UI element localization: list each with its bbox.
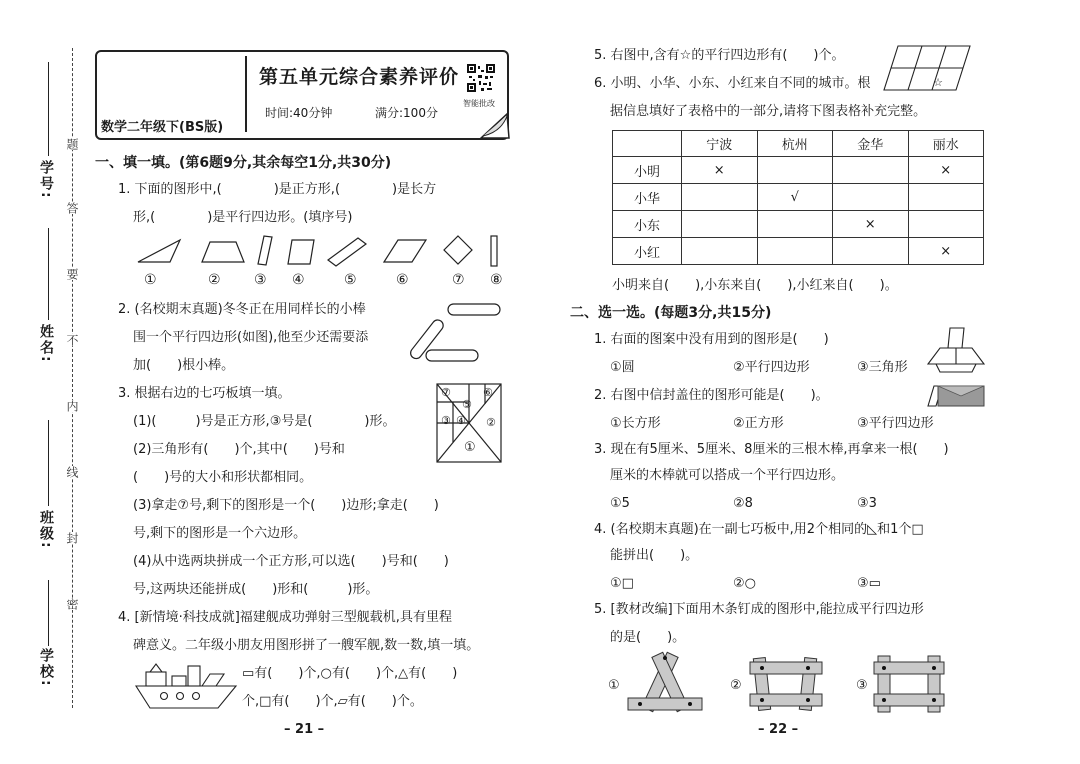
table-row [613, 211, 984, 238]
q2-text: 围一个平行四边形(如图),他至少还需要添 [133, 330, 369, 345]
tangram-label: ⑥ [483, 386, 493, 399]
class-label: 班级: [38, 510, 54, 550]
c2-option: ②正方形 [733, 416, 784, 431]
tangram-label: ① [464, 440, 476, 455]
c4-text: 4. (名校期末真题)在一副七巧板中,用2个相同的◺和1个□ [594, 522, 924, 537]
q3-text: 号,这两块还能拼成( )形和( )形。 [133, 582, 379, 597]
q3-text: (4)从中选两块拼成一个正方形,可以选( )号和( ) [133, 554, 449, 569]
table-cell: 小明 [613, 157, 682, 184]
table-cell [833, 157, 909, 184]
class-blank [48, 420, 49, 506]
stick [448, 304, 500, 315]
c3-option: ③3 [857, 496, 877, 511]
subtitle: 数学二年级下(BS版) [101, 120, 224, 135]
seal-char: 要 [65, 268, 79, 280]
q1-text: 1. 下面的图形中,( )是正方形,( )是长方 [118, 182, 437, 197]
table-cell [757, 211, 833, 238]
school-label: 学校: [38, 648, 54, 688]
table-cell: 小华 [613, 184, 682, 211]
title-box [95, 50, 509, 140]
c1-option: ②平行四边形 [733, 360, 810, 375]
time-limit: 时间:40分钟 [265, 106, 333, 120]
page-curl-icon [481, 114, 509, 138]
table-header-cell [613, 131, 682, 157]
tangram-label: ② [486, 416, 496, 429]
c2-option: ③平行四边形 [857, 416, 934, 431]
wood-rect-figure [874, 654, 946, 714]
id-label: 学号: [38, 160, 54, 200]
q4-text: 个,□有( )个,▱有( )个。 [242, 694, 423, 709]
q1-label: ① [144, 272, 157, 288]
q6-answer-text: 小明来自( ),小东来自( ),小红来自( )。 [612, 278, 898, 293]
q3-text: (3)拿走⑦号,剩下的图形是一个( )边形;拿走( ) [133, 498, 439, 513]
svg-text:☆: ☆ [933, 76, 943, 89]
c5-option: ③ [856, 678, 868, 693]
table-cell [757, 238, 833, 265]
c5-option: ① [608, 678, 620, 693]
q3-text: 3. 根据右边的七巧板填一填。 [118, 386, 291, 401]
q1-label: ⑦ [452, 272, 465, 288]
full-score: 满分:100分 [375, 106, 438, 120]
table-cell: × [908, 157, 984, 184]
q4-text: ▭有( )个,○有( )个,△有( ) [242, 666, 458, 681]
parallelogram-grid-figure [884, 44, 972, 92]
tangram-label: ⑦ [441, 386, 451, 399]
q6-text: 6. 小明、小华、小东、小红来自不同的城市。根 [594, 76, 871, 91]
c3-option: ①5 [610, 496, 630, 511]
table-header-cell: 丽水 [908, 131, 984, 157]
c5-option: ② [730, 678, 742, 693]
table-cell: × [833, 211, 909, 238]
c2-text: 2. 右图中信封盖住的图形可能是( )。 [594, 388, 829, 403]
seal-char: 题 [65, 138, 79, 150]
q3-text: (1)( )号是正方形,③号是( )形。 [133, 414, 396, 429]
q2-text: 2. (名校期末真题)冬冬正在用同样长的小棒 [118, 302, 366, 317]
c3-text: 厘米的木棒就可以搭成一个平行四边形。 [610, 468, 845, 483]
tangram-label: ④ [456, 414, 466, 427]
table-header-cell: 金华 [833, 131, 909, 157]
wood-triangle-figure [626, 652, 704, 714]
section-fill-blank-heading: 一、填一填。(第6题9分,其余每空1分,共30分) [95, 155, 392, 171]
shape-trapezoid [202, 242, 244, 262]
c5-text: 5. [教材改编]下面用木条钉成的图形中,能拉成平行四边形 [594, 602, 924, 617]
seal-char: 线 [65, 466, 79, 478]
q3-text: 号,剩下的图形是一个六边形。 [133, 526, 307, 541]
table-cell [757, 157, 833, 184]
table-cell: × [908, 238, 984, 265]
table-header-cell: 宁波 [682, 131, 758, 157]
table-cell [908, 211, 984, 238]
q1-text: 形,( )是平行四边形。(填序号) [133, 210, 353, 225]
q1-label: ② [208, 272, 221, 288]
table-cell [682, 211, 758, 238]
stick-figure [424, 296, 506, 370]
stick [426, 350, 478, 361]
c4-option: ①□ [610, 576, 634, 591]
c5-text: 的是( )。 [610, 630, 686, 645]
table-cell [833, 184, 909, 211]
table-cell: × [682, 157, 758, 184]
q2-text: 加( )根小棒。 [133, 358, 235, 373]
page-title: 第五单元综合素养评价 [259, 66, 460, 88]
table-cell: 小东 [613, 211, 682, 238]
table-header-row [613, 131, 984, 157]
shape-square-diamond [444, 236, 472, 264]
page-number-left: – 21 – [284, 722, 325, 737]
table-cell [682, 238, 758, 265]
table-cell: √ [757, 184, 833, 211]
table-cell: 小红 [613, 238, 682, 265]
school-blank [48, 580, 49, 646]
q4-text: 4. [新情境·科技成就]福建舰成功弹射三型舰载机,具有里程 [118, 610, 452, 625]
shape-rectangle-tilted [328, 238, 366, 266]
tangram-label: ⑤ [462, 398, 472, 411]
seal-char: 封 [65, 532, 79, 544]
q3-text: (2)三角形有( )个,其中( )号和 [133, 442, 345, 457]
q1-label: ⑥ [396, 272, 409, 288]
shape-thin-parallelogram [258, 236, 272, 265]
table-cell [682, 184, 758, 211]
c4-option: ③▭ [857, 576, 881, 591]
q4-text: 碑意义。二年级小朋友用图形拼了一艘军舰,数一数,填一填。 [133, 638, 480, 653]
seal-char: 内 [65, 400, 79, 412]
c1-text: 1. 右面的图案中没有用到的图形是( ) [594, 332, 829, 347]
shape-triangle [138, 240, 180, 262]
q1-label: ⑧ [490, 272, 503, 288]
shape-parallelogram-6 [384, 240, 426, 262]
warship-figure [136, 664, 236, 712]
pattern-figure [926, 326, 986, 374]
q6-text: 据信息填好了表格中的一部分,请将下图表格补充完整。 [610, 104, 927, 119]
q5-text: 5. 右图中,含有☆的平行四边形有( )个。 [594, 48, 845, 63]
table-row [613, 157, 984, 184]
q1-label: ④ [292, 272, 305, 288]
id-blank [48, 62, 49, 156]
table-row [613, 238, 984, 265]
q1-shapes-figure [130, 232, 510, 272]
q3-text: ( )号的大小和形状都相同。 [133, 470, 313, 485]
table-cell [833, 238, 909, 265]
c1-option: ③三角形 [857, 360, 908, 375]
page-number-right: – 22 – [758, 722, 799, 737]
c4-text: 能拼出( )。 [610, 548, 699, 563]
name-blank [48, 228, 49, 320]
envelope-figure [928, 384, 986, 408]
city-table [612, 130, 984, 265]
c3-text: 3. 现在有5厘米、5厘米、8厘米的三根木棒,再拿来一根( ) [594, 442, 949, 457]
c3-option: ②8 [733, 496, 753, 511]
name-label: 姓名: [38, 324, 54, 364]
c4-option: ②○ [733, 576, 756, 591]
qr-caption: 智能批改 [463, 99, 495, 108]
section-choice-heading: 二、选一选。(每题3分,共15分) [570, 305, 772, 321]
qr-code-icon[interactable] [467, 64, 495, 92]
seal-char: 答 [65, 202, 79, 214]
seal-char: 不 [65, 334, 79, 346]
table-row [613, 184, 984, 211]
title-divider [245, 56, 247, 132]
tangram-label: ③ [441, 414, 451, 427]
c2-option: ①长方形 [610, 416, 661, 431]
wood-square-figure [750, 656, 822, 712]
shape-parallelogram-4 [288, 240, 314, 264]
q1-label: ⑤ [344, 272, 357, 288]
seal-char: 密 [65, 598, 79, 610]
table-header-cell: 杭州 [757, 131, 833, 157]
q1-label: ③ [254, 272, 267, 288]
c1-option: ①圆 [610, 360, 635, 375]
shape-rectangle-8 [491, 236, 497, 266]
table-cell [908, 184, 984, 211]
